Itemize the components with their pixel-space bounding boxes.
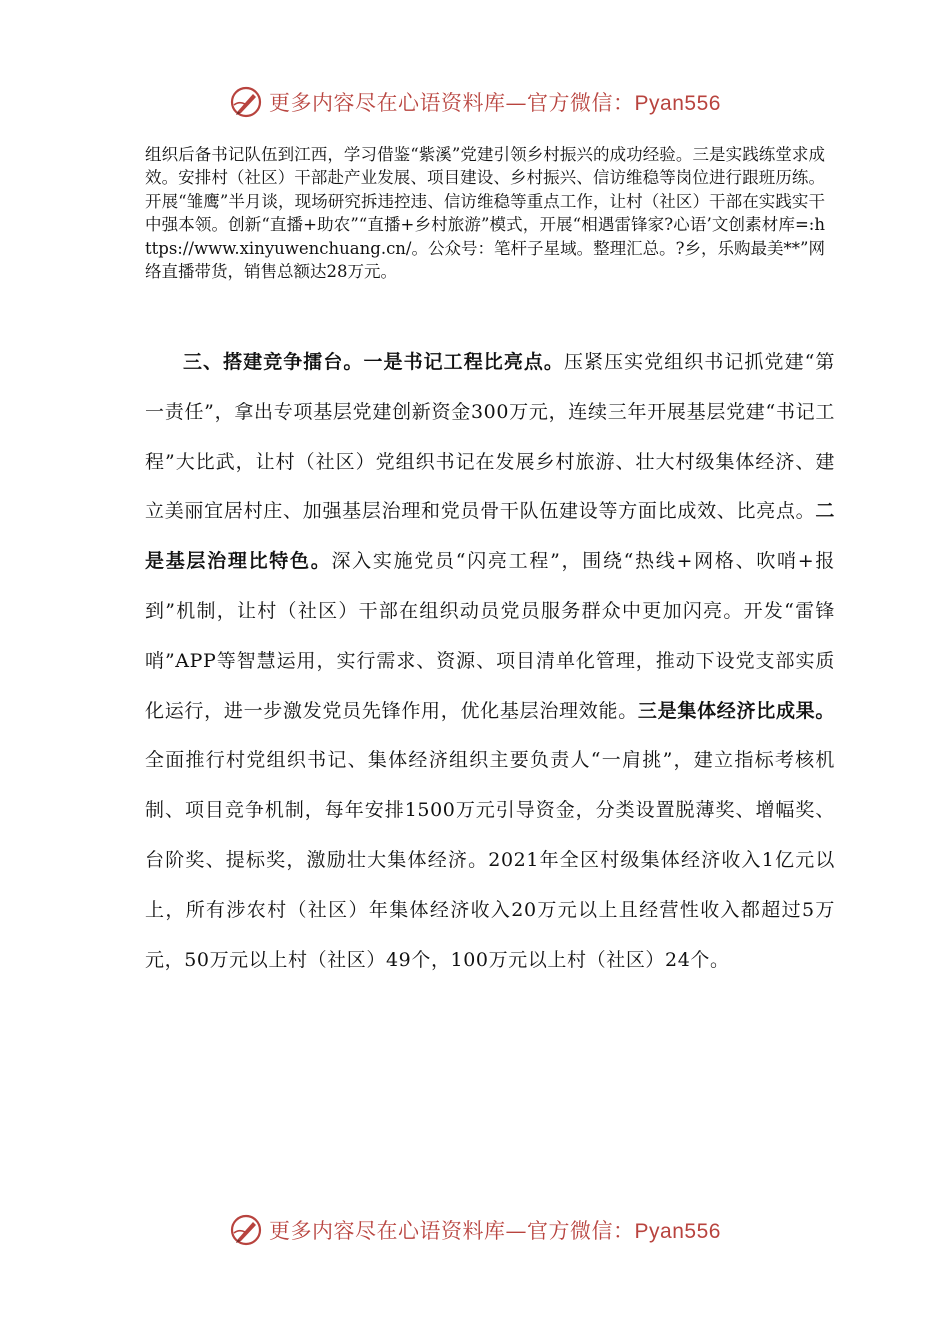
point3-title: 三是集体经济比成果。 [637,699,835,722]
point1-title: 一是书记工程比亮点。 [363,351,564,373]
header-banner [0,82,950,122]
section-three [145,338,835,985]
point2-title: 二是基层治理比特色。 [145,500,835,573]
section-heading: 三、搭建竞争擂台。 [183,351,364,373]
header-banner-text: 更多内容尽在心语资料库—官方微信：Pyan556 [269,91,721,115]
footer-banner-text: 更多内容尽在心语资料库—官方微信：Pyan556 [269,1219,721,1243]
pen-logo-icon [229,1213,263,1247]
point3-text: 全面推行村党组织书记、集体经济组织主要负责人“一肩挑”，建立指标考核机制、项目竞争机制，每年安排1500万元引导资金，分类设置脱薄奖、增幅奖、台阶奖、提标奖，激励壮大集体经济。2021年全区村级集体经济收入1亿元以上，所有涉农村（社区）年集体经济收入20万元以上且经营性收入都超过5万元，50万元以上村（社区）49个，100万元以上村（社区）24个。 [145,749,835,971]
footer-banner [0,1210,950,1250]
section-three-paragraph [145,338,835,985]
pen-logo-icon [229,85,263,119]
continuation-paragraph [145,143,825,283]
continuation-paragraph-text: 组织后备书记队伍到江西，学习借鉴“紫溪”党建引领乡村振兴的成功经验。三是实践练堂求成效。安排村（社区）干部赴产业发展、项目建设、乡村振兴、信访维稳等岗位进行跟班历练。开展“雏鹰”半月谈，现场研究拆违控违、信访维稳等重点工作，让村（社区）干部在实践实干中强本领。创新“直播+助农”“直播+乡村旅游”模式，开展“相遇雷锋家?心语’文创素材库=:https://www.xinyuwenchuang.cn/。公众号：笔杆子星域。整理汇总。?乡，乐购最美**”网络直播带货，销售总额达28万元。 [145,145,825,282]
point1-text: 压紧压实党组织书记抓党建“第一责任”，拿出专项基层党建创新资金300万元，连续三年开展基层党建“书记工程”大比武，让村（社区）党组织书记在发展乡村旅游、壮大村级集体经济、建立美丽宜居村庄、加强基层治理和党员骨干队伍建设等方面比成效、比亮点。 [145,351,835,523]
footer-wechat-id: Pyan556 [634,1220,721,1243]
point2-text: 深入实施党员“闪亮工程”，围绕“热线+网格、吹哨+报到”机制，让村（社区）干部在组织动员党员服务群众中更加闪亮。开发“雷锋哨”APP等智慧运用，实行需求、资源、项目清单化管理，推动下设党支部实质化运行，进一步激发党员先锋作用，优化基层治理效能。 [145,550,835,722]
header-wechat-id: Pyan556 [634,92,721,115]
